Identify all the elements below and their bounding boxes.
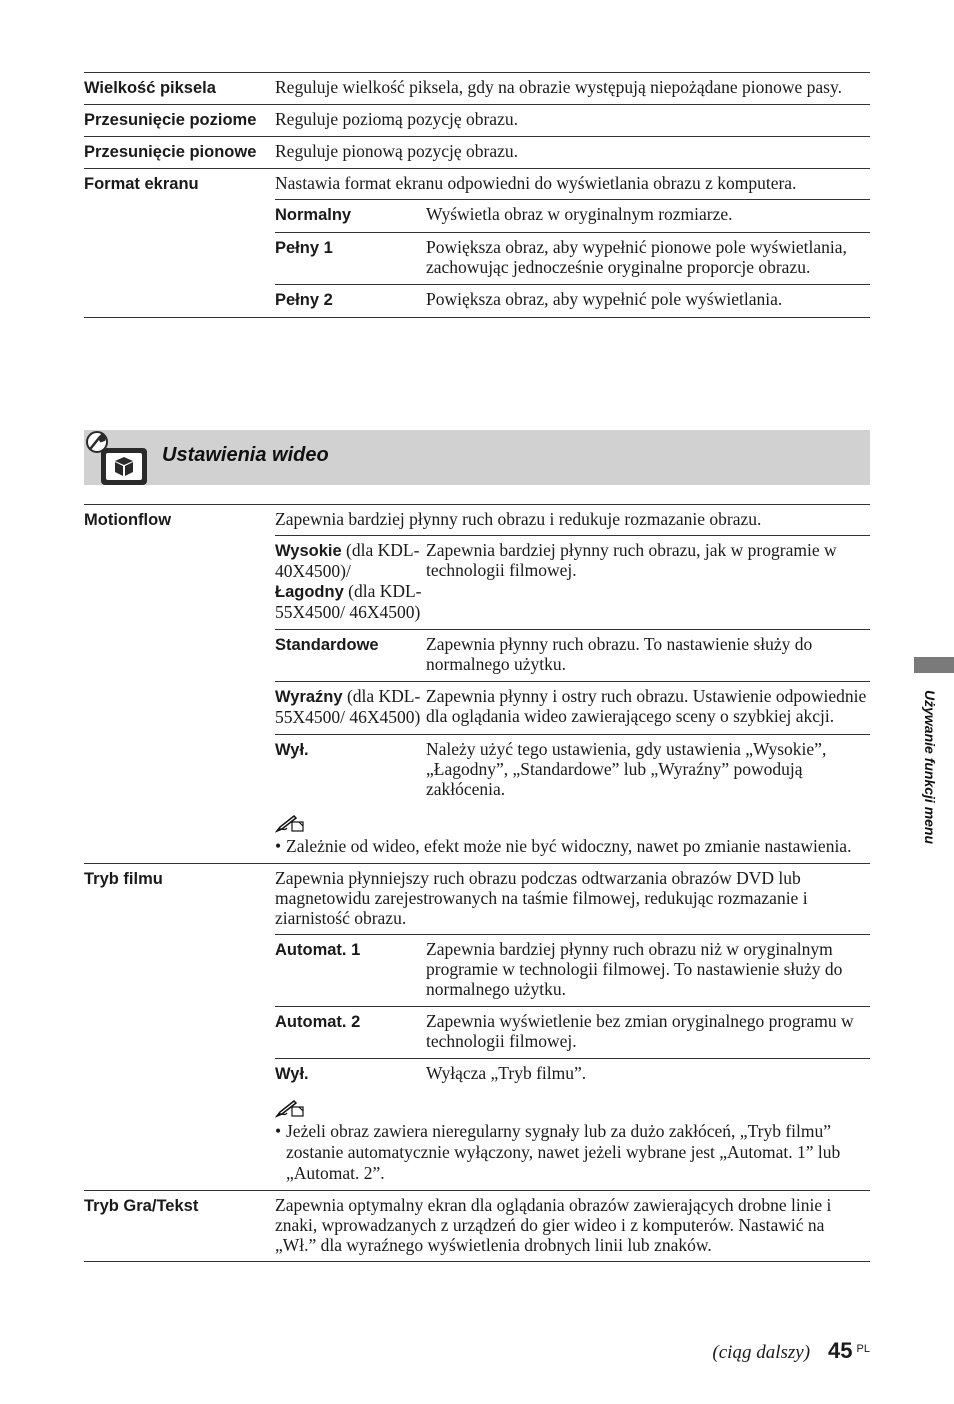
sub-description: Wyświetla obraz w oryginalnym rozmiarze. (426, 204, 733, 224)
table-row (84, 72, 870, 104)
table-display-settings (84, 72, 870, 318)
sub-row (275, 199, 870, 232)
row-label: Przesunięcie pionowe (84, 143, 257, 161)
sub-row (275, 629, 870, 681)
sub-label: Wyraźny (dla KDL-55X4500/ 46X4500) (275, 686, 421, 727)
wrench-display-icon (84, 430, 148, 486)
bullet: • (275, 1121, 282, 1141)
note-text: Zależnie od wideo, efekt może nie być widoczny, nawet po zmianie nastawienia. (286, 836, 852, 856)
row-label: Wielkość piksela (84, 79, 216, 97)
sub-description: Zapewnia bardziej płynny ruch obrazu niż w oryginalnym programie w technologii filmowej. To nastawienie służy do normalnego użytku. (426, 939, 843, 999)
sub-description: Wyłącza „Tryb filmu”. (426, 1063, 587, 1083)
language-code: PL (856, 1343, 870, 1355)
sub-description: Zapewnia płynny ruch obrazu. To nastawienie służy do normalnego użytku. (426, 634, 813, 674)
table-row (84, 504, 870, 863)
pencil-note-icon (275, 814, 305, 834)
side-tab-marker (914, 657, 954, 673)
sub-description: Powiększa obraz, aby wypełnić pionowe pole wyświetlania, zachowując jednocześnie oryginalne proporcje obrazu. (426, 237, 847, 277)
sub-description: Zapewnia bardziej płynny ruch obrazu, jak w programie w technologii filmowej. (426, 540, 837, 580)
row-description: Nastawia format ekranu odpowiedni do wyświetlania obrazu z komputera. (275, 173, 797, 193)
sub-description: Należy użyć tego ustawienia, gdy ustawienia „Wysokie”, „Łagodny”, „Standardowe” lub „Wyraźny” powodują zakłócenia. (426, 739, 827, 799)
row-label: Przesunięcie poziome (84, 111, 257, 129)
sub-row (275, 284, 870, 317)
row-description: Reguluje poziomą pozycję obrazu. (275, 109, 518, 129)
sub-label: Wysokie (dla KDL-40X4500)/ Łagodny (dla KDL-55X4500/ 46X4500) (275, 540, 422, 622)
sub-row (275, 681, 870, 734)
sub-label: Normalny (275, 206, 352, 224)
sub-description: Powiększa obraz, aby wypełnić pole wyświetlania. (426, 289, 783, 309)
row-label: Tryb filmu (84, 870, 163, 888)
sub-row (275, 1058, 870, 1091)
section-header (84, 430, 870, 485)
note-text: Jeżeli obraz zawiera nieregularny sygnały lub za dużo zakłóceń, „Tryb filmu” zostanie automatycznie wyłączony, nawet jeżeli wybrane jest „Automat. 1” lub „Automat. 2”. (286, 1121, 841, 1183)
sub-label: Automat. 1 (275, 941, 361, 959)
row-description: Zapewnia optymalny ekran dla oglądania obrazów zawierających drobne linie i znaki, wprowadzanych z urządzeń do gier wideo i z komputerów. Nastawić na „Wł.” dla wyraźnego wyświetlenia drobnych linii lub znaków. (275, 1195, 832, 1255)
sub-label: Automat. 2 (275, 1013, 361, 1031)
sub-row (275, 734, 870, 806)
row-description: Zapewnia płynniejszy ruch obrazu podczas odtwarzania obrazów DVD lub magnetowidu zarejestrowanych na taśmie filmowej, redukując rozmazanie i ziarnistość obrazu. (275, 868, 808, 928)
sub-row (275, 232, 870, 284)
sub-label: Standardowe (275, 636, 379, 654)
table-video-settings (84, 504, 870, 1262)
row-description: Zapewnia bardziej płynny ruch obrazu i redukuje rozmazanie obrazu. (275, 509, 762, 529)
table-row (84, 168, 870, 318)
sub-description: Zapewnia płynny i ostry ruch obrazu. Ustawienie odpowiednie dla oglądania wideo zawierającego sceny o szybkiej akcji. (426, 686, 867, 726)
row-label: Format ekranu (84, 175, 199, 193)
sub-row (275, 934, 870, 1006)
table-row (84, 104, 870, 136)
table-row (84, 863, 870, 1190)
side-chapter-label: Używanie funkcji menu (922, 690, 938, 845)
continued-label: (ciąg dalszy) (712, 1342, 811, 1363)
row-description: Reguluje wielkość piksela, gdy na obrazie występują niepożądane pionowe pasy. (275, 77, 842, 97)
note-block (275, 1091, 870, 1190)
sub-label: Pełny 1 (275, 239, 333, 257)
table-row (84, 1190, 870, 1262)
sub-row (275, 1006, 870, 1058)
section-title: Ustawienia wideo (162, 444, 329, 466)
sub-label: Wył. (275, 1065, 309, 1083)
bullet: • (275, 836, 282, 856)
note-block (275, 806, 870, 863)
sub-label: Pełny 2 (275, 291, 333, 309)
pencil-note-icon (275, 1099, 305, 1119)
row-label: Motionflow (84, 511, 172, 529)
sub-row (275, 535, 870, 629)
table-row (84, 136, 870, 168)
row-description: Reguluje pionową pozycję obrazu. (275, 141, 518, 161)
page-number: 45 (828, 1338, 853, 1363)
row-label: Tryb Gra/Tekst (84, 1197, 199, 1215)
sub-label: Wył. (275, 741, 309, 759)
sub-description: Zapewnia wyświetlenie bez zmian oryginalnego programu w technologii filmowej. (426, 1011, 854, 1051)
page-footer (712, 1338, 870, 1364)
